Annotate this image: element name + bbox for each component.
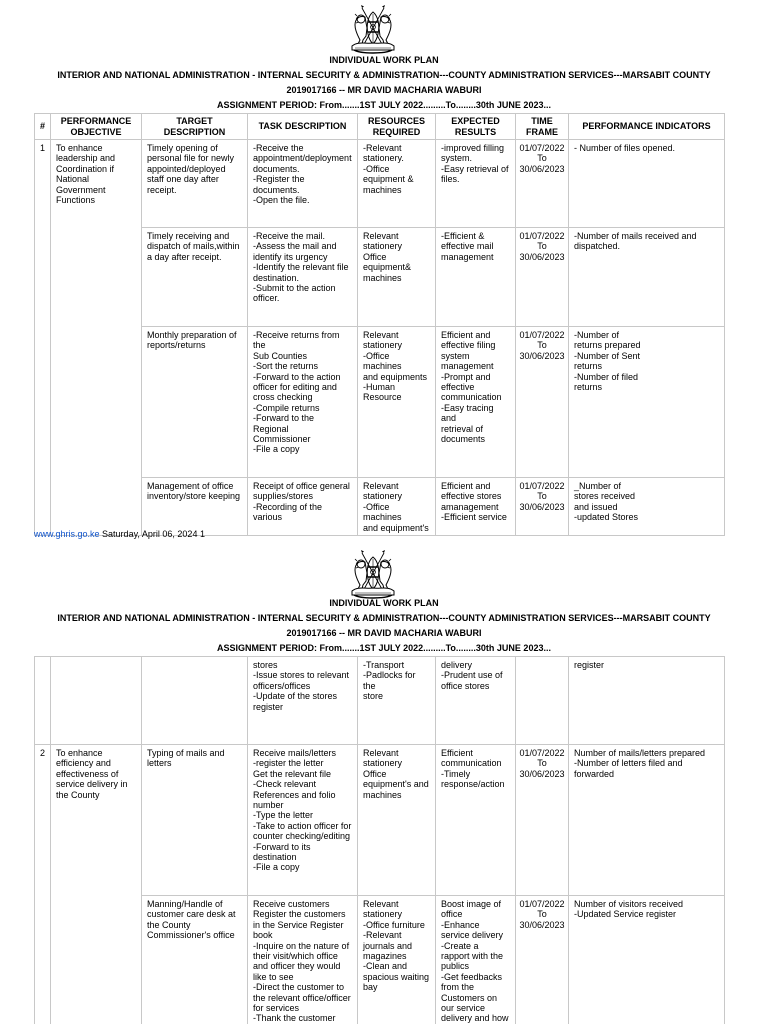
document-title: INDIVIDUAL WORK PLAN xyxy=(329,55,439,65)
work-plan-table xyxy=(34,113,725,536)
column-header: TASK DESCRIPTION xyxy=(248,114,358,140)
target-description: Manning/Handle of customer care desk at the County Commissioner's office xyxy=(142,896,248,1024)
table-row xyxy=(35,228,725,327)
column-header: PERFORMANCE OBJECTIVE xyxy=(51,114,142,140)
row-number xyxy=(35,657,51,745)
officer-line: 2019017166 -- MR DAVID MACHARIA WABURI xyxy=(286,85,482,95)
column-header: TARGET DESCRIPTION xyxy=(142,114,248,140)
performance-indicators: Number of visitors received -Updated Service register xyxy=(569,896,725,1024)
resources-required: Relevant stationery -Office furniture -Relevant journals and magazines -Clean and spacious waiting bay xyxy=(358,896,436,1024)
table-row xyxy=(35,745,725,896)
task-description: -Receive the appointment/deployment documents. -Register the documents. -Open the file. xyxy=(248,140,358,228)
resources-required: -Transport -Padlocks for the store xyxy=(358,657,436,745)
column-header: TIME FRAME xyxy=(516,114,569,140)
column-header: EXPECTED RESULTS xyxy=(436,114,516,140)
performance-objective xyxy=(51,478,142,536)
task-description: -Receive the mail. -Assess the mail and identify its urgency -Identify the relevant file destination. -Submit to the action officer. xyxy=(248,228,358,327)
ministry-line: INTERIOR AND NATIONAL ADMINISTRATION - INTERNAL SECURITY & ADMINISTRATION---COUNTY ADMINISTRATION SERVICES---MARSABIT COUNTY xyxy=(57,70,711,80)
time-frame xyxy=(516,657,569,745)
column-header: RESOURCES REQUIRED xyxy=(358,114,436,140)
coat-of-arms-icon xyxy=(346,3,400,54)
expected-results: Boost image of office -Enhance service delivery -Create a rapport with the publics -Get feedbacks from the Customers on our service delivery and how xyxy=(436,896,516,1024)
time-frame: 01/07/2022 To 30/06/2023 xyxy=(516,228,569,327)
performance-indicators: - Number of files opened. xyxy=(569,140,725,228)
target-description xyxy=(142,657,248,745)
performance-indicators: Number of mails/letters prepared -Number of letters filed and forwarded xyxy=(569,745,725,896)
resources-required: Relevant stationery Office equipment& machines xyxy=(358,228,436,327)
column-header: # xyxy=(35,114,51,140)
ghris-link[interactable]: www.ghris.go.ke xyxy=(34,529,100,539)
task-description: -Receive returns from the Sub Counties -Sort the returns -Forward to the action officer for editing and cross checking -Compile returns -Forward to the Regional Commissioner -File a copy xyxy=(248,327,358,478)
target-description: Typing of mails and letters xyxy=(142,745,248,896)
table-row xyxy=(35,657,725,745)
table-row xyxy=(35,896,725,1024)
performance-objective xyxy=(51,896,142,1024)
task-description: Receipt of office general supplies/stores -Recording of the various xyxy=(248,478,358,536)
ministry-line: INTERIOR AND NATIONAL ADMINISTRATION - INTERNAL SECURITY & ADMINISTRATION---COUNTY ADMINISTRATION SERVICES---MARSABIT COUNTY xyxy=(57,613,711,623)
expected-results: Efficient communication -Timely response/action xyxy=(436,745,516,896)
time-frame: 01/07/2022 To 30/06/2023 xyxy=(516,327,569,478)
target-description: Timely receiving and dispatch of mails,within a day after receipt. xyxy=(142,228,248,327)
expected-results: Efficient and effective stores amanagement -Efficient service xyxy=(436,478,516,536)
row-number xyxy=(35,228,51,327)
task-description: Receive customers Register the customers in the Service Register book -Inquire on the nature of their visit/which office and officer they would like to see -Direct the customer to the relevant office/officer for services -Thank the customer xyxy=(248,896,358,1024)
performance-objective: To enhance leadership and Coordination if National Government Functions xyxy=(51,140,142,228)
expected-results: -improved filling system. -Easy retrieval of files. xyxy=(436,140,516,228)
work-plan-table-continued xyxy=(34,656,725,1024)
assignment-period: ASSIGNMENT PERIOD: From.......1ST JULY 2022.........To........30th JUNE 2023... xyxy=(217,100,551,110)
row-number xyxy=(35,896,51,1024)
column-header: PERFORMANCE INDICATORS xyxy=(569,114,725,140)
target-description: Management of office inventory/store keeping xyxy=(142,478,248,536)
time-frame: 01/07/2022 To 30/06/2023 xyxy=(516,745,569,896)
table-row xyxy=(35,478,725,536)
performance-objective xyxy=(51,327,142,478)
officer-line: 2019017166 -- MR DAVID MACHARIA WABURI xyxy=(286,628,482,638)
performance-objective xyxy=(51,228,142,327)
time-frame: 01/07/2022 To 30/06/2023 xyxy=(516,140,569,228)
target-description: Timely opening of personal file for newly appointed/deployed staff one day after receipt. xyxy=(142,140,248,228)
resources-required: Relevant stationery -Office machines and equipments -Human Resource xyxy=(358,327,436,478)
expected-results: -Efficient & effective mail management xyxy=(436,228,516,327)
performance-indicators: _Number of stores received and issued -updated Stores xyxy=(569,478,725,536)
table-header-row xyxy=(35,114,725,140)
assignment-period: ASSIGNMENT PERIOD: From.......1ST JULY 2022.........To........30th JUNE 2023... xyxy=(217,643,551,653)
footer-date: Saturday, April 06, 2024 1 xyxy=(102,529,205,539)
document-page-2 xyxy=(0,545,768,1024)
performance-objective xyxy=(51,657,142,745)
row-number: 2 xyxy=(35,745,51,896)
performance-indicators: register xyxy=(569,657,725,745)
expected-results: delivery -Prudent use of office stores xyxy=(436,657,516,745)
performance-indicators: -Number of mails received and dispatched. xyxy=(569,228,725,327)
table-row xyxy=(35,140,725,228)
document-title: INDIVIDUAL WORK PLAN xyxy=(329,598,439,608)
task-description: stores -Issue stores to relevant officers/offices -Update of the stores register xyxy=(248,657,358,745)
performance-indicators: -Number of returns prepared -Number of Sent returns -Number of filed returns xyxy=(569,327,725,478)
performance-objective: To enhance efficiency and effectiveness of service delivery in the County xyxy=(51,745,142,896)
resources-required: Relevant stationery Office equipment's and machines xyxy=(358,745,436,896)
task-description: Receive mails/letters -register the letter Get the relevant file -Check relevant References and folio number -Type the letter -Take to action officer for counter checking/editing -Forward to its destination -File a copy xyxy=(248,745,358,896)
resources-required: -Relevant stationery. -Office equipment & machines xyxy=(358,140,436,228)
page-footer xyxy=(34,529,205,539)
coat-of-arms-icon xyxy=(346,548,400,599)
table-row xyxy=(35,327,725,478)
row-number xyxy=(35,327,51,478)
time-frame: 01/07/2022 To 30/06/2023 xyxy=(516,896,569,1024)
row-number: 1 xyxy=(35,140,51,228)
time-frame: 01/07/2022 To 30/06/2023 xyxy=(516,478,569,536)
expected-results: Efficient and effective filing system management -Prompt and effective communication -Easy tracing and retrieval of documents xyxy=(436,327,516,478)
resources-required: Relevant stationery -Office machines and equipment's xyxy=(358,478,436,536)
row-number xyxy=(35,478,51,536)
target-description: Monthly preparation of reports/returns xyxy=(142,327,248,478)
